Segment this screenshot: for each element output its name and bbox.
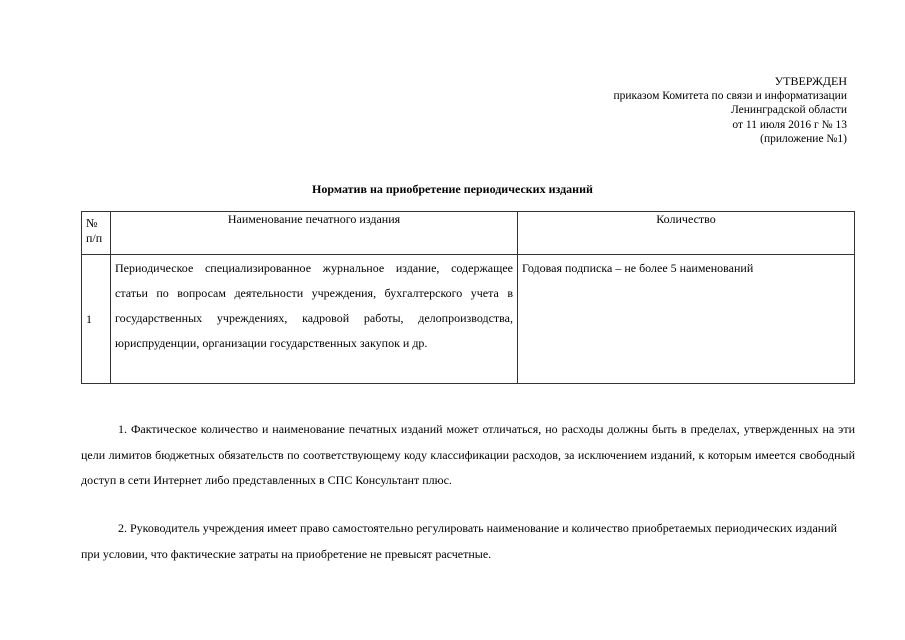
- table-row: [82, 255, 855, 384]
- row-number: 1: [82, 255, 111, 384]
- approval-line-region: Ленинградской области: [730, 104, 847, 116]
- header-number: [82, 212, 111, 255]
- document-title: Норматив на приобретение периодических изданий: [312, 182, 593, 196]
- paragraph-1: 1. Фактическое количество и наименование печатных изданий может отличаться, но расходы должны быть в пределах, утвержденных на эти цели лимитов бюджетных обязательств по соответствующему коду классификации расходов, за исключением изданий, к которым имеется свободный доступ в сети Интернет либо представленных в СПС Консультант плюс.: [81, 422, 855, 487]
- header-quantity: Количество: [518, 212, 855, 255]
- header-number-line1: №: [86, 216, 98, 230]
- paragraph-2: 2. Руководитель учреждения имеет право самостоятельно регулировать наименование и количество приобретаемых периодических изданий при условии, что фактические затраты на приобретение не превысят расчетные.: [81, 521, 838, 561]
- row-name-cell: [111, 255, 518, 384]
- norm-table: [81, 211, 855, 384]
- approval-line-date: от 11 июля 2016 г № 13: [732, 118, 847, 131]
- approval-line-appendix: (приложение №1): [760, 133, 847, 145]
- approval-block: [613, 74, 847, 147]
- row-quantity-cell: [518, 255, 855, 384]
- header-name: Наименование печатного издания: [111, 212, 518, 255]
- row-quantity: Годовая подписка – не более 5 наименований: [522, 261, 754, 275]
- approval-line-order: приказом Комитета по связи и информатизации: [613, 89, 847, 102]
- header-number-line2: п/п: [86, 231, 103, 245]
- table-header-row: [82, 212, 855, 255]
- row-name: Периодическое специализированное журнальное издание, содержащее статьи по вопросам деятельности учреждения, бухгалтерского учета в государственных учреждениях, кадровой работы, делопроизводства, юриспруденции, организации государственных закупок и др.: [115, 261, 513, 350]
- approval-heading: УТВЕРЖДЕН: [774, 74, 847, 88]
